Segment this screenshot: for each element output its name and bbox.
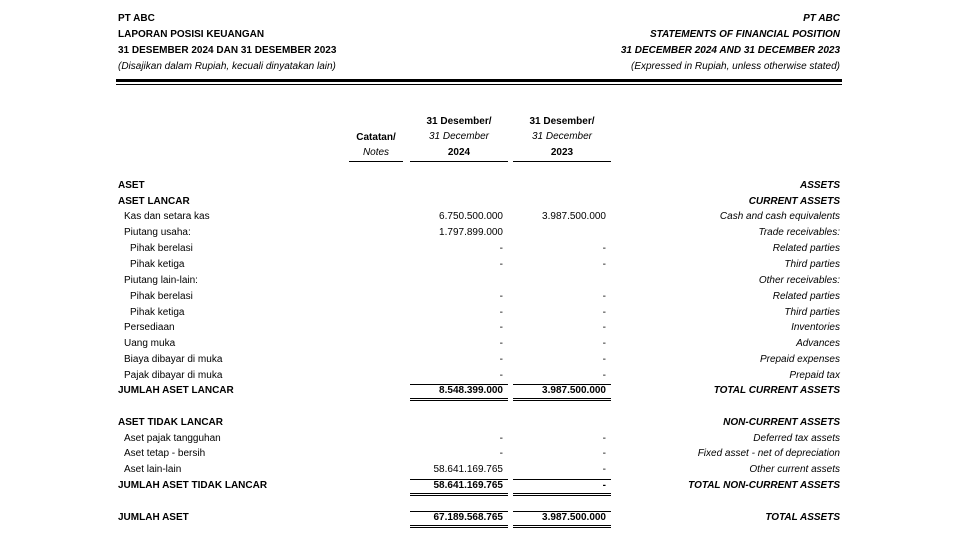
total-rule-double	[410, 527, 508, 528]
currency-note-en: (Expressed in Rupiah, unless otherwise stated)	[631, 61, 840, 72]
row-value-2023: -	[602, 480, 606, 491]
row-label-id: Pihak ketiga	[130, 259, 185, 270]
row-value-2024: -	[499, 307, 503, 318]
row-label-en: TOTAL ASSETS	[765, 512, 840, 523]
row-value-2024: 58.641.169.765	[433, 464, 503, 475]
total-rule-double	[513, 495, 611, 496]
col-2023-underline	[513, 161, 611, 162]
row-label-id: Piutang usaha:	[124, 227, 191, 238]
statement-row	[118, 446, 840, 462]
row-label-id: Piutang lain-lain:	[124, 275, 198, 286]
total-rule-double	[513, 527, 611, 528]
row-value-2023: -	[602, 338, 606, 349]
notes-label-en: Notes	[362, 147, 390, 158]
statement-row	[118, 320, 840, 336]
row-value-2023: 3.987.500.000	[542, 385, 606, 396]
statement-row	[118, 273, 840, 289]
total-rule-bottom	[513, 493, 611, 494]
statement-row	[118, 431, 840, 447]
total-rule-top	[513, 479, 611, 480]
row-label-en: NON-CURRENT ASSETS	[723, 417, 840, 428]
total-rule-top	[513, 511, 611, 512]
row-value-2023: -	[602, 464, 606, 475]
row-label-en: Third parties	[784, 259, 840, 270]
statement-row	[118, 336, 840, 352]
row-label-en: Fixed asset - net of depreciation	[697, 448, 840, 459]
row-label-en: TOTAL NON-CURRENT ASSETS	[688, 480, 840, 491]
col-2023-year: 2023	[550, 147, 574, 158]
row-label-id: Pajak dibayar di muka	[124, 370, 223, 381]
statement-row	[118, 510, 840, 526]
row-value-2024: -	[499, 243, 503, 254]
row-value-2024: 1.797.899.000	[439, 227, 503, 238]
row-label-id: Kas dan setara kas	[124, 211, 210, 222]
row-label-id: ASET	[118, 180, 145, 191]
row-value-2024: -	[499, 322, 503, 333]
total-rule-bottom	[513, 525, 611, 526]
col-2023-label-id: 31 Desember/	[529, 116, 595, 127]
col-2024-underline	[410, 161, 508, 162]
row-label-id: JUMLAH ASET	[118, 512, 189, 523]
notes-column-header	[350, 130, 402, 160]
row-label-id: Persediaan	[124, 322, 175, 333]
row-value-2024: -	[499, 370, 503, 381]
col-2024-year: 2024	[447, 147, 471, 158]
row-value-2024: -	[499, 354, 503, 365]
row-label-en: Related parties	[772, 291, 840, 302]
company-name-en: PT ABC	[803, 13, 840, 24]
statement-title-id: LAPORAN POSISI KEUANGAN	[118, 29, 265, 40]
row-label-en: Advances	[796, 338, 840, 349]
row-value-2023: -	[602, 291, 606, 302]
row-label-id: Uang muka	[124, 338, 176, 349]
row-label-id: ASET TIDAK LANCAR	[118, 417, 223, 428]
currency-note-id: (Disajikan dalam Rupiah, kecuali dinyatakan lain)	[118, 61, 336, 72]
row-label-en: Prepaid expenses	[759, 354, 840, 365]
col-2024-label-id: 31 Desember/	[426, 116, 492, 127]
row-value-2023: -	[602, 259, 606, 270]
row-value-2024: -	[499, 259, 503, 270]
col-2023-label-en: 31 December	[531, 131, 593, 142]
total-rule-double	[410, 495, 508, 496]
row-value-2023: -	[602, 448, 606, 459]
statement-row	[118, 478, 840, 494]
row-value-2023: -	[602, 370, 606, 381]
company-name-id: PT ABC	[118, 13, 155, 24]
row-label-id: Aset tetap - bersih	[124, 448, 206, 459]
row-value-2023: 3.987.500.000	[542, 211, 606, 222]
notes-label-id: Catatan/	[356, 132, 396, 143]
statement-row	[118, 368, 840, 384]
row-label-en: Other receivables:	[758, 275, 840, 286]
total-rule-top	[410, 479, 508, 480]
statement-period-en: 31 DECEMBER 2024 AND 31 DECEMBER 2023	[620, 45, 840, 56]
row-label-id: Pihak ketiga	[130, 307, 185, 318]
statement-period-id: 31 DESEMBER 2024 DAN 31 DESEMBER 2023	[118, 45, 337, 56]
row-value-2023: -	[602, 354, 606, 365]
row-value-2024: 6.750.500.000	[439, 211, 503, 222]
statement-row	[118, 257, 840, 273]
row-label-id: ASET LANCAR	[118, 196, 190, 207]
statement-row	[118, 241, 840, 257]
statement-row	[118, 383, 840, 399]
statement-title-en: STATEMENTS OF FINANCIAL POSITION	[650, 29, 840, 40]
row-label-en: CURRENT ASSETS	[748, 196, 840, 207]
header-divider-thin	[116, 84, 842, 85]
row-label-id: JUMLAH ASET TIDAK LANCAR	[118, 480, 268, 491]
statement-row	[118, 225, 840, 241]
row-label-en: Related parties	[772, 243, 840, 254]
statement-row	[118, 352, 840, 368]
row-label-id: Pihak berelasi	[130, 291, 193, 302]
total-rule-bottom	[513, 398, 611, 399]
row-label-id: Pihak berelasi	[130, 243, 193, 254]
statement-row	[118, 178, 840, 194]
total-rule-bottom	[410, 398, 508, 399]
row-label-en: Cash and cash equivalents	[719, 211, 840, 222]
statement-row	[118, 289, 840, 305]
statement-row	[118, 305, 840, 321]
row-label-id: Aset pajak tangguhan	[124, 433, 221, 444]
col-2024-header	[410, 114, 508, 160]
total-rule-double	[513, 400, 611, 401]
row-label-en: Prepaid tax	[789, 370, 840, 381]
statement-row	[118, 209, 840, 225]
header-divider-thick	[116, 79, 842, 82]
row-value-2024: 67.189.568.765	[433, 512, 503, 523]
total-rule-top	[410, 384, 508, 385]
row-label-en: ASSETS	[799, 180, 840, 191]
row-value-2023: -	[602, 243, 606, 254]
row-value-2023: -	[602, 433, 606, 444]
statement-row	[118, 194, 840, 210]
row-label-id: JUMLAH ASET LANCAR	[118, 385, 234, 396]
row-label-id: Biaya dibayar di muka	[124, 354, 223, 365]
row-value-2024: 8.548.399.000	[439, 385, 503, 396]
row-value-2023: -	[602, 307, 606, 318]
row-value-2024: -	[499, 291, 503, 302]
row-label-en: TOTAL CURRENT ASSETS	[713, 385, 840, 396]
total-rule-bottom	[410, 525, 508, 526]
row-value-2024: -	[499, 338, 503, 349]
statement-header	[118, 11, 840, 75]
row-label-en: Trade receivables:	[758, 227, 840, 238]
total-rule-top	[513, 384, 611, 385]
row-value-2023: 3.987.500.000	[542, 512, 606, 523]
row-value-2024: -	[499, 433, 503, 444]
total-rule-top	[410, 511, 508, 512]
total-rule-double	[410, 400, 508, 401]
col-2024-label-en: 31 December	[428, 131, 490, 142]
row-label-en: Deferred tax assets	[753, 433, 840, 444]
row-value-2024: -	[499, 448, 503, 459]
col-2023-header	[513, 114, 611, 160]
row-value-2024: 58.641.169.765	[433, 480, 503, 491]
total-rule-bottom	[410, 493, 508, 494]
statement-row	[118, 462, 840, 478]
row-label-en: Other current assets	[749, 464, 840, 475]
row-label-en: Third parties	[784, 307, 840, 318]
row-value-2023: -	[602, 322, 606, 333]
notes-column-underline	[349, 161, 403, 162]
row-label-en: Inventories	[791, 322, 840, 333]
statement-row	[118, 415, 840, 431]
row-label-id: Aset lain-lain	[124, 464, 182, 475]
